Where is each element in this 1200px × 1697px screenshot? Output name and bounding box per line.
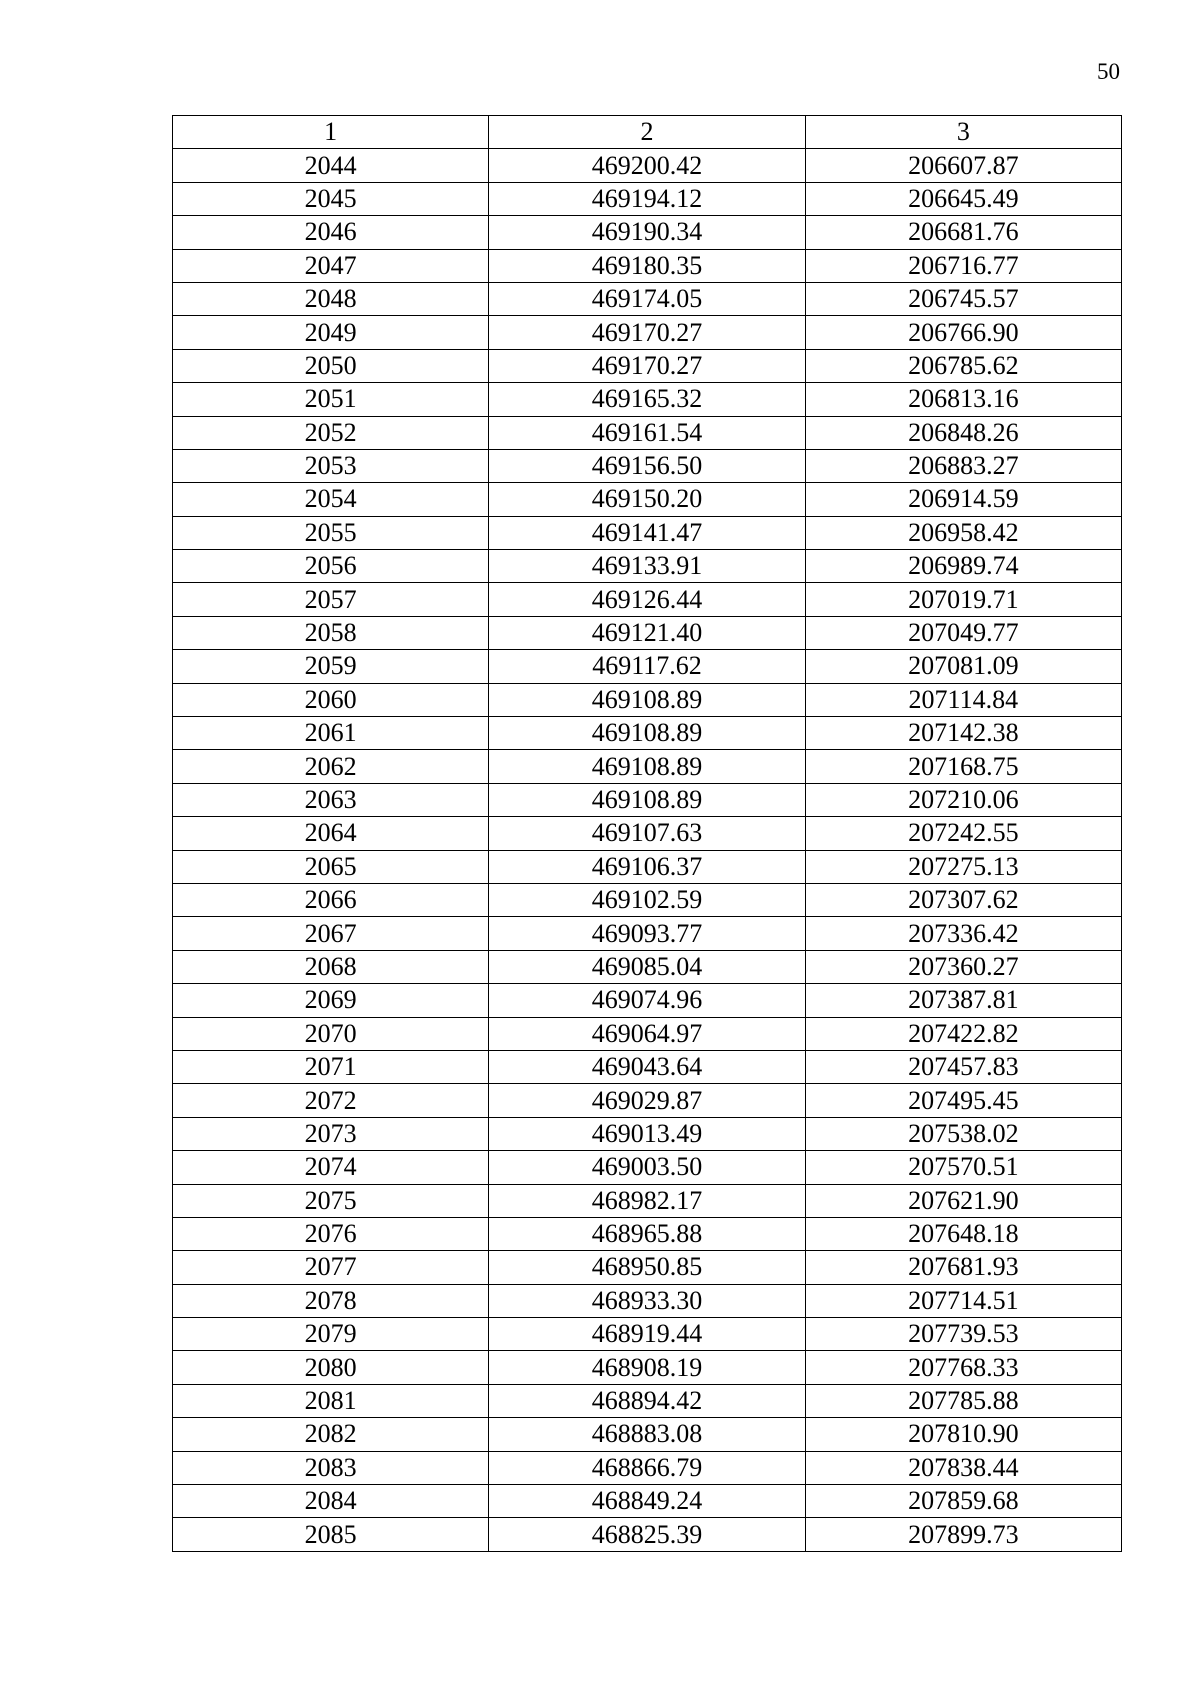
table-cell-col-3: 207360.27 xyxy=(805,950,1121,983)
table-cell-col-3: 207681.93 xyxy=(805,1251,1121,1284)
table-cell-col-3: 206989.74 xyxy=(805,550,1121,583)
table-cell-col-2: 469121.40 xyxy=(489,616,805,649)
table-body xyxy=(173,149,1122,1551)
table-cell-col-2: 468965.88 xyxy=(489,1217,805,1250)
table-row xyxy=(173,1017,1122,1050)
table-cell-col-3: 206745.57 xyxy=(805,282,1121,315)
table-cell-col-2: 469161.54 xyxy=(489,416,805,449)
table-cell-col-2: 469150.20 xyxy=(489,483,805,516)
table-row xyxy=(173,1485,1122,1518)
table-cell-col-3: 207307.62 xyxy=(805,883,1121,916)
table-cell-col-1: 2068 xyxy=(173,950,489,983)
table-cell-col-3: 207275.13 xyxy=(805,850,1121,883)
table-cell-col-3: 207621.90 xyxy=(805,1184,1121,1217)
table-row xyxy=(173,883,1122,916)
table-cell-col-2: 469126.44 xyxy=(489,583,805,616)
table-cell-col-3: 207538.02 xyxy=(805,1117,1121,1150)
column-header-3: 3 xyxy=(805,116,1121,149)
table-row xyxy=(173,349,1122,382)
table-row xyxy=(173,783,1122,816)
column-header-2: 2 xyxy=(489,116,805,149)
table-cell-col-1: 2059 xyxy=(173,650,489,683)
table-row xyxy=(173,1418,1122,1451)
table-cell-col-3: 207387.81 xyxy=(805,984,1121,1017)
table-cell-col-3: 207081.09 xyxy=(805,650,1121,683)
table-cell-col-1: 2080 xyxy=(173,1351,489,1384)
table-cell-col-2: 469064.97 xyxy=(489,1017,805,1050)
table-cell-col-3: 207457.83 xyxy=(805,1050,1121,1083)
table-cell-col-2: 469108.89 xyxy=(489,750,805,783)
table-cell-col-2: 469194.12 xyxy=(489,182,805,215)
table-cell-col-2: 469200.42 xyxy=(489,149,805,182)
table-cell-col-3: 207899.73 xyxy=(805,1518,1121,1551)
table-cell-col-2: 469141.47 xyxy=(489,516,805,549)
table-cell-col-2: 468883.08 xyxy=(489,1418,805,1451)
table-cell-col-1: 2058 xyxy=(173,616,489,649)
table-row xyxy=(173,316,1122,349)
table-cell-col-2: 468933.30 xyxy=(489,1284,805,1317)
table-cell-col-2: 469013.49 xyxy=(489,1117,805,1150)
table-cell-col-3: 206813.16 xyxy=(805,383,1121,416)
table-cell-col-3: 207785.88 xyxy=(805,1384,1121,1417)
table-cell-col-3: 207242.55 xyxy=(805,817,1121,850)
table-cell-col-1: 2082 xyxy=(173,1418,489,1451)
table-row xyxy=(173,182,1122,215)
table-cell-col-3: 206766.90 xyxy=(805,316,1121,349)
table-cell-col-2: 469165.32 xyxy=(489,383,805,416)
table-cell-col-2: 468982.17 xyxy=(489,1184,805,1217)
table-row xyxy=(173,282,1122,315)
table-cell-col-3: 206958.42 xyxy=(805,516,1121,549)
table-row xyxy=(173,550,1122,583)
coordinates-table xyxy=(172,115,1122,1552)
table-cell-col-2: 468950.85 xyxy=(489,1251,805,1284)
table-cell-col-1: 2083 xyxy=(173,1451,489,1484)
table-cell-col-3: 207142.38 xyxy=(805,717,1121,750)
table-row xyxy=(173,1451,1122,1484)
table-row xyxy=(173,516,1122,549)
table-cell-col-3: 207422.82 xyxy=(805,1017,1121,1050)
table-cell-col-3: 207768.33 xyxy=(805,1351,1121,1384)
table-cell-col-1: 2077 xyxy=(173,1251,489,1284)
table-cell-col-1: 2064 xyxy=(173,817,489,850)
header-row xyxy=(173,116,1122,149)
table-cell-col-3: 206914.59 xyxy=(805,483,1121,516)
table-row xyxy=(173,1384,1122,1417)
table-cell-col-2: 468908.19 xyxy=(489,1351,805,1384)
table-cell-col-3: 207495.45 xyxy=(805,1084,1121,1117)
table-cell-col-2: 469029.87 xyxy=(489,1084,805,1117)
table-cell-col-1: 2066 xyxy=(173,883,489,916)
page-number: 50 xyxy=(1097,59,1120,84)
table-cell-col-1: 2078 xyxy=(173,1284,489,1317)
table-cell-col-1: 2076 xyxy=(173,1217,489,1250)
table-cell-col-3: 206607.87 xyxy=(805,149,1121,182)
table-cell-col-1: 2052 xyxy=(173,416,489,449)
table-cell-col-1: 2046 xyxy=(173,216,489,249)
table-cell-col-3: 207019.71 xyxy=(805,583,1121,616)
table-cell-col-2: 469190.34 xyxy=(489,216,805,249)
table-row xyxy=(173,616,1122,649)
table-cell-col-2: 469174.05 xyxy=(489,282,805,315)
column-header-1: 1 xyxy=(173,116,489,149)
table-row xyxy=(173,1050,1122,1083)
table-cell-col-3: 207739.53 xyxy=(805,1318,1121,1351)
table-cell-col-1: 2071 xyxy=(173,1050,489,1083)
table-cell-col-2: 469043.64 xyxy=(489,1050,805,1083)
table-cell-col-3: 206883.27 xyxy=(805,449,1121,482)
table-row xyxy=(173,1284,1122,1317)
table-row xyxy=(173,449,1122,482)
table-cell-col-3: 207714.51 xyxy=(805,1284,1121,1317)
table-cell-col-2: 469093.77 xyxy=(489,917,805,950)
table-cell-col-3: 207838.44 xyxy=(805,1451,1121,1484)
table-row xyxy=(173,1117,1122,1150)
table-cell-col-1: 2049 xyxy=(173,316,489,349)
table-cell-col-3: 207810.90 xyxy=(805,1418,1121,1451)
table-cell-col-1: 2048 xyxy=(173,282,489,315)
table-cell-col-2: 469170.27 xyxy=(489,316,805,349)
table-cell-col-1: 2067 xyxy=(173,917,489,950)
table-row xyxy=(173,383,1122,416)
table-cell-col-1: 2054 xyxy=(173,483,489,516)
table-cell-col-1: 2074 xyxy=(173,1151,489,1184)
table-cell-col-1: 2085 xyxy=(173,1518,489,1551)
table-cell-col-1: 2051 xyxy=(173,383,489,416)
table-row xyxy=(173,650,1122,683)
table-row xyxy=(173,1518,1122,1551)
table-row xyxy=(173,483,1122,516)
table-row xyxy=(173,1251,1122,1284)
table-cell-col-2: 469170.27 xyxy=(489,349,805,382)
table-row xyxy=(173,583,1122,616)
table-row xyxy=(173,850,1122,883)
table-cell-col-1: 2061 xyxy=(173,717,489,750)
table-cell-col-2: 468894.42 xyxy=(489,1384,805,1417)
table-cell-col-1: 2045 xyxy=(173,182,489,215)
table-cell-col-1: 2062 xyxy=(173,750,489,783)
table-row xyxy=(173,1351,1122,1384)
table-cell-col-3: 207049.77 xyxy=(805,616,1121,649)
table-cell-col-3: 207336.42 xyxy=(805,917,1121,950)
table-cell-col-2: 469085.04 xyxy=(489,950,805,983)
table-cell-col-1: 2070 xyxy=(173,1017,489,1050)
table-cell-col-2: 469156.50 xyxy=(489,449,805,482)
table-cell-col-2: 469117.62 xyxy=(489,650,805,683)
table-row xyxy=(173,249,1122,282)
table-row xyxy=(173,917,1122,950)
table-cell-col-2: 469108.89 xyxy=(489,783,805,816)
table-row xyxy=(173,216,1122,249)
table-row xyxy=(173,416,1122,449)
table-row xyxy=(173,984,1122,1017)
table-header xyxy=(173,116,1122,149)
table-cell-col-2: 468866.79 xyxy=(489,1451,805,1484)
table-cell-col-2: 469108.89 xyxy=(489,717,805,750)
table-cell-col-3: 206848.26 xyxy=(805,416,1121,449)
table-cell-col-1: 2053 xyxy=(173,449,489,482)
table-cell-col-1: 2073 xyxy=(173,1117,489,1150)
table-cell-col-1: 2081 xyxy=(173,1384,489,1417)
table-cell-col-3: 207114.84 xyxy=(805,683,1121,716)
table-row xyxy=(173,1184,1122,1217)
table-cell-col-1: 2065 xyxy=(173,850,489,883)
table-cell-col-2: 469102.59 xyxy=(489,883,805,916)
table-cell-col-1: 2057 xyxy=(173,583,489,616)
table-cell-col-2: 469108.89 xyxy=(489,683,805,716)
table-cell-col-1: 2072 xyxy=(173,1084,489,1117)
table-cell-col-3: 207210.06 xyxy=(805,783,1121,816)
table-cell-col-1: 2079 xyxy=(173,1318,489,1351)
table-cell-col-1: 2047 xyxy=(173,249,489,282)
table-cell-col-3: 206785.62 xyxy=(805,349,1121,382)
table-cell-col-1: 2063 xyxy=(173,783,489,816)
table-cell-col-2: 469003.50 xyxy=(489,1151,805,1184)
table-row xyxy=(173,717,1122,750)
table-row xyxy=(173,950,1122,983)
table-cell-col-1: 2055 xyxy=(173,516,489,549)
table-cell-col-2: 469107.63 xyxy=(489,817,805,850)
table-cell-col-1: 2060 xyxy=(173,683,489,716)
table-cell-col-2: 469180.35 xyxy=(489,249,805,282)
table-cell-col-2: 468919.44 xyxy=(489,1318,805,1351)
table-cell-col-1: 2069 xyxy=(173,984,489,1017)
table-cell-col-2: 469133.91 xyxy=(489,550,805,583)
table-row xyxy=(173,1084,1122,1117)
table-cell-col-1: 2075 xyxy=(173,1184,489,1217)
table-cell-col-3: 206681.76 xyxy=(805,216,1121,249)
table-cell-col-1: 2044 xyxy=(173,149,489,182)
table-cell-col-3: 207168.75 xyxy=(805,750,1121,783)
table-cell-col-2: 469106.37 xyxy=(489,850,805,883)
table-cell-col-2: 468825.39 xyxy=(489,1518,805,1551)
table-cell-col-2: 469074.96 xyxy=(489,984,805,1017)
table-cell-col-3: 207859.68 xyxy=(805,1485,1121,1518)
table-cell-col-1: 2084 xyxy=(173,1485,489,1518)
table-row xyxy=(173,1151,1122,1184)
table-row xyxy=(173,1318,1122,1351)
table-cell-col-3: 207648.18 xyxy=(805,1217,1121,1250)
table-row xyxy=(173,750,1122,783)
table-row xyxy=(173,1217,1122,1250)
table-row xyxy=(173,683,1122,716)
table-row xyxy=(173,149,1122,182)
table-cell-col-3: 207570.51 xyxy=(805,1151,1121,1184)
table-row xyxy=(173,817,1122,850)
table-cell-col-1: 2050 xyxy=(173,349,489,382)
table-cell-col-1: 2056 xyxy=(173,550,489,583)
table-cell-col-3: 206716.77 xyxy=(805,249,1121,282)
table-cell-col-2: 468849.24 xyxy=(489,1485,805,1518)
table-cell-col-3: 206645.49 xyxy=(805,182,1121,215)
